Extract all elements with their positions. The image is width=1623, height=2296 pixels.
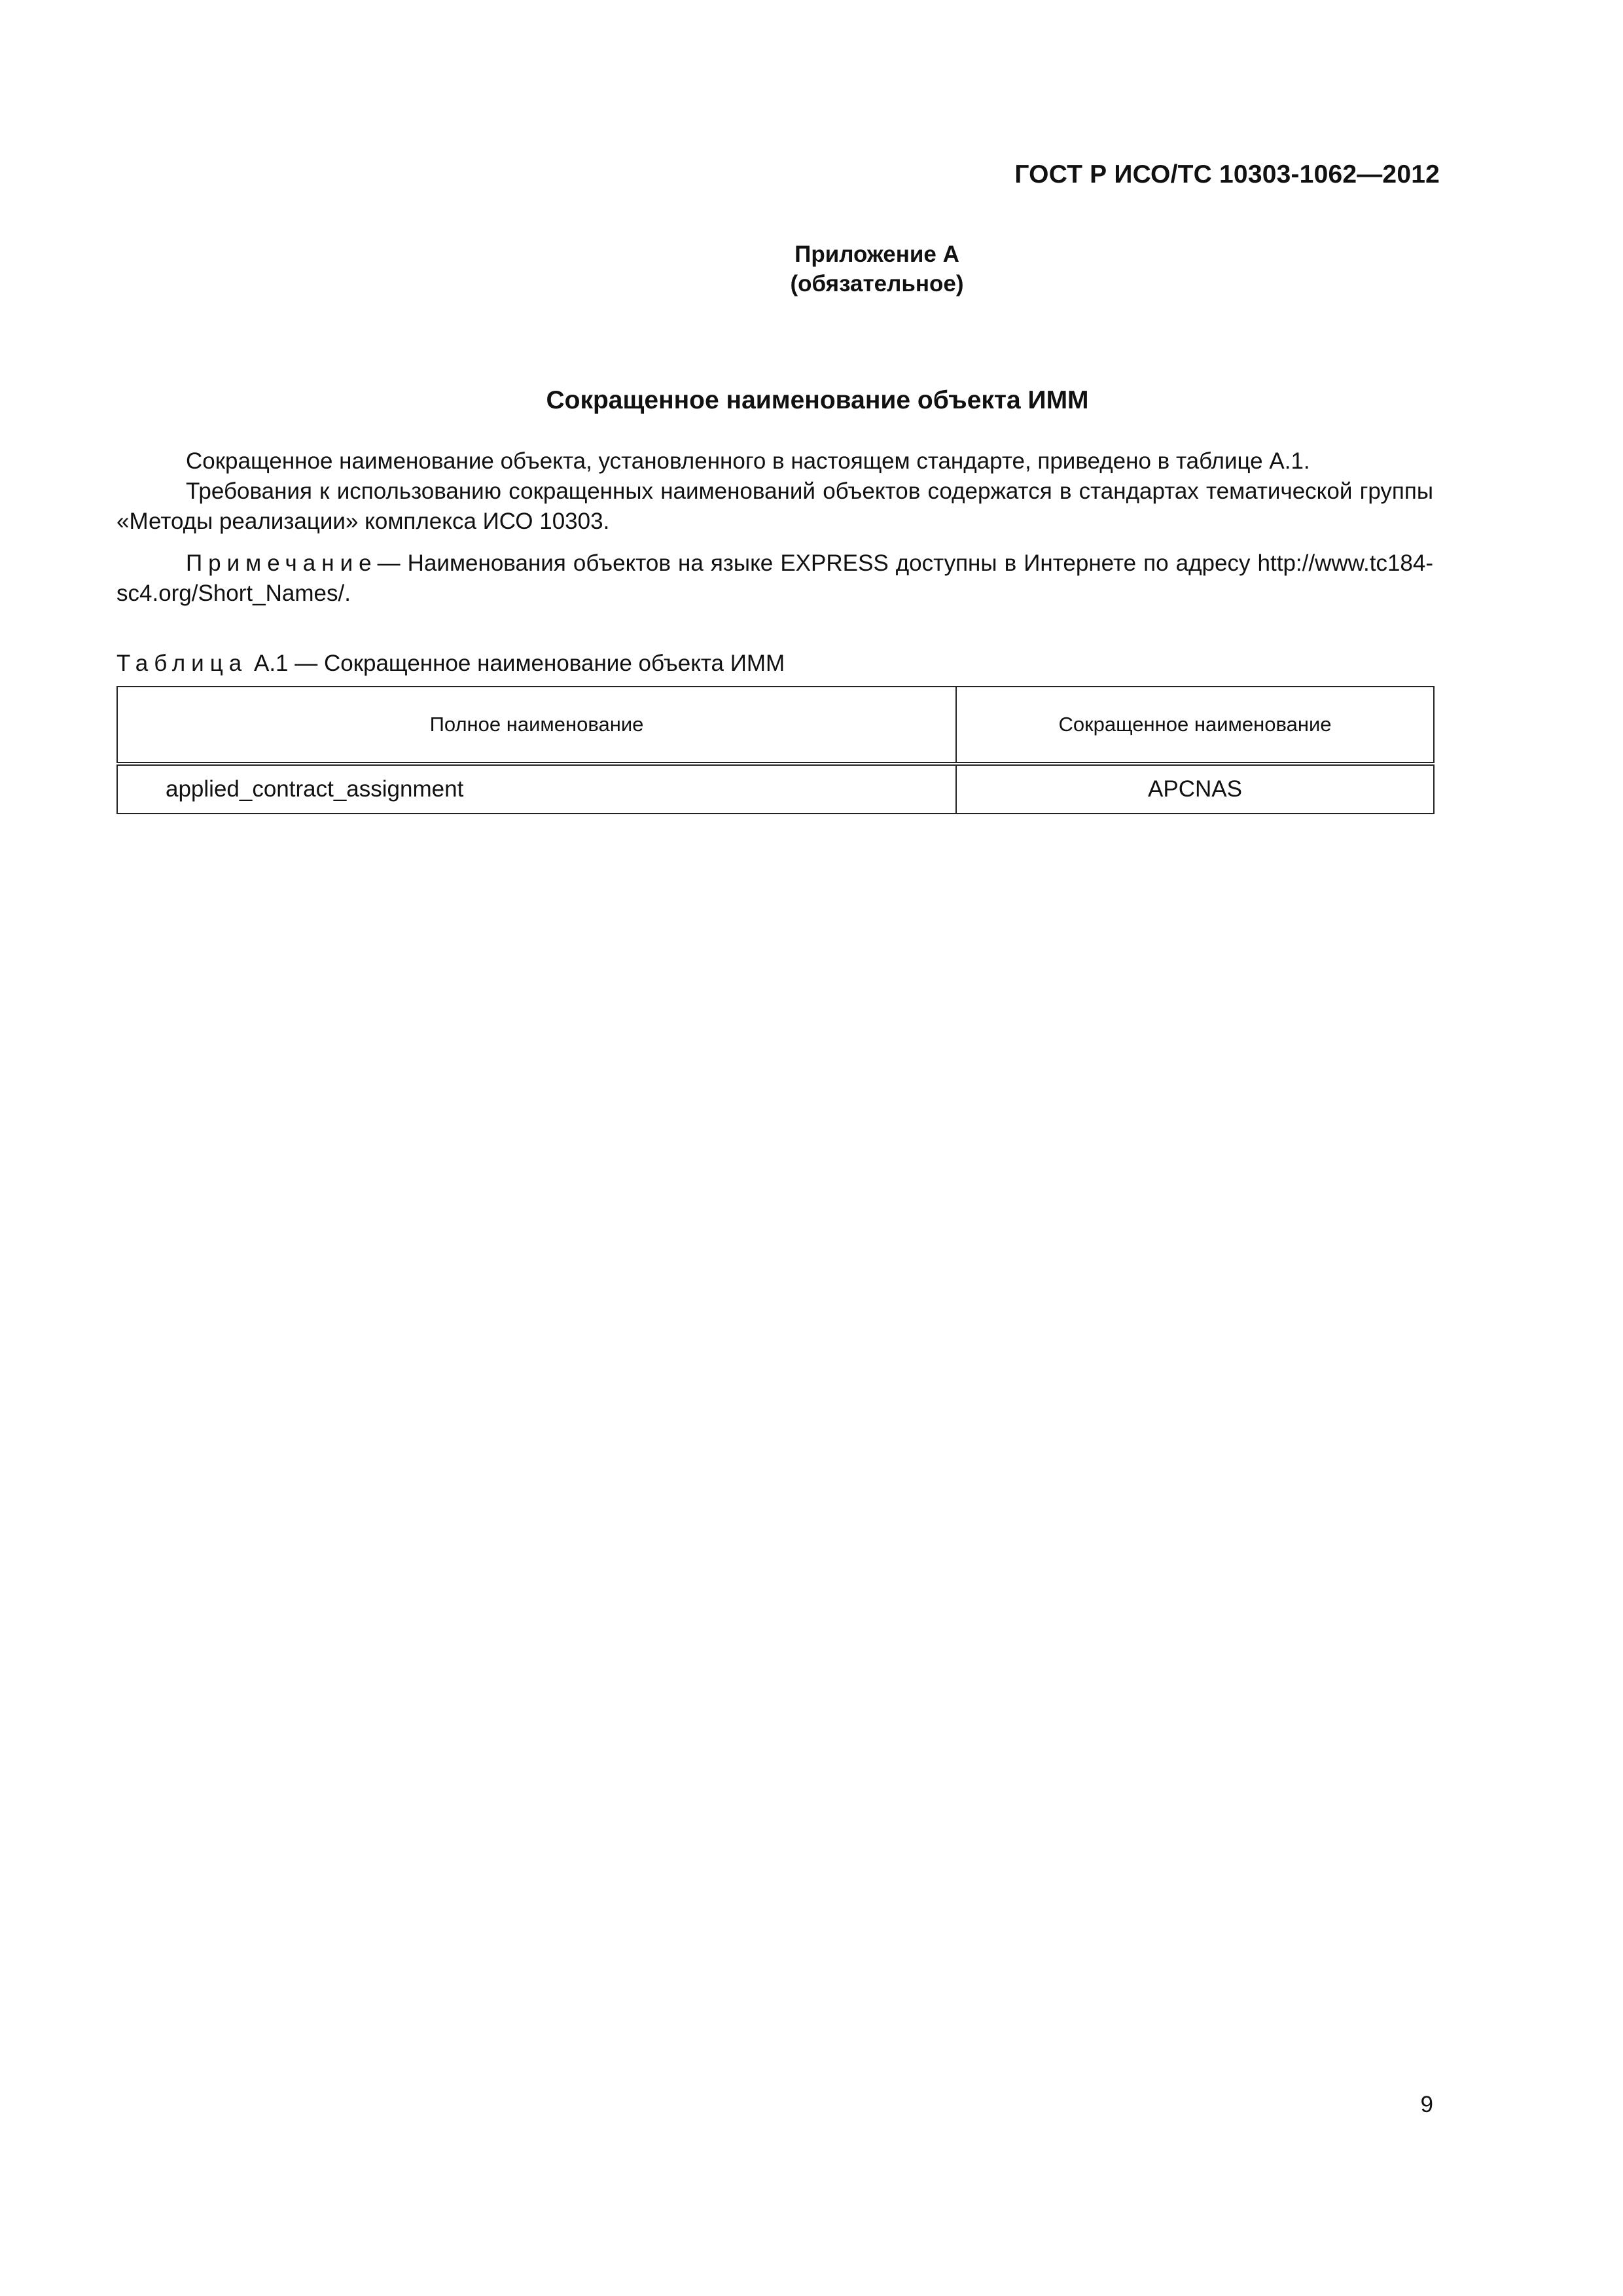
paragraph-1: Сокращенное наименование объекта, установленного в настоящем стандарте, приведено в таблице А.1. bbox=[186, 448, 1310, 474]
page-number: 9 bbox=[1420, 2092, 1433, 2117]
table-caption-label: Таблица bbox=[116, 651, 248, 676]
header-short-name: Сокращенное наименование bbox=[956, 687, 1434, 764]
header-full-name: Полное наименование bbox=[117, 687, 956, 764]
annex-status: (обязательное) bbox=[790, 271, 964, 296]
note-text: — Наименования объектов на языке EXPRESS доступны в Интернете по адресу http://www.tc184-sc4.org/Short_Names/. bbox=[116, 550, 1433, 606]
cell-short-name: APCNAS bbox=[956, 764, 1434, 814]
annex-title: Приложение А bbox=[794, 242, 959, 267]
table-caption-text: А.1 — Сокращенное наименование объекта ИММ bbox=[253, 651, 785, 676]
table-row bbox=[117, 764, 1434, 814]
note bbox=[116, 548, 1433, 609]
cell-full-name: applied_contract_assignment bbox=[117, 764, 956, 814]
section-title bbox=[0, 386, 1623, 415]
table-header-row bbox=[117, 687, 1434, 764]
paragraph-2: Требования к использованию сокращенных наименований объектов содержатся в стандартах тематической группы «Методы реализации» комплекса ИСО 10303. bbox=[116, 478, 1433, 534]
short-names-table bbox=[116, 686, 1435, 814]
note-label: Примечание bbox=[186, 550, 378, 576]
section-title-text: Сокращенное наименование объекта ИММ bbox=[546, 386, 1089, 414]
standard-code: ГОСТ Р ИСО/ТС 10303-1062—2012 bbox=[1014, 160, 1440, 188]
table-caption bbox=[116, 651, 785, 677]
annex-heading bbox=[0, 240, 1623, 298]
